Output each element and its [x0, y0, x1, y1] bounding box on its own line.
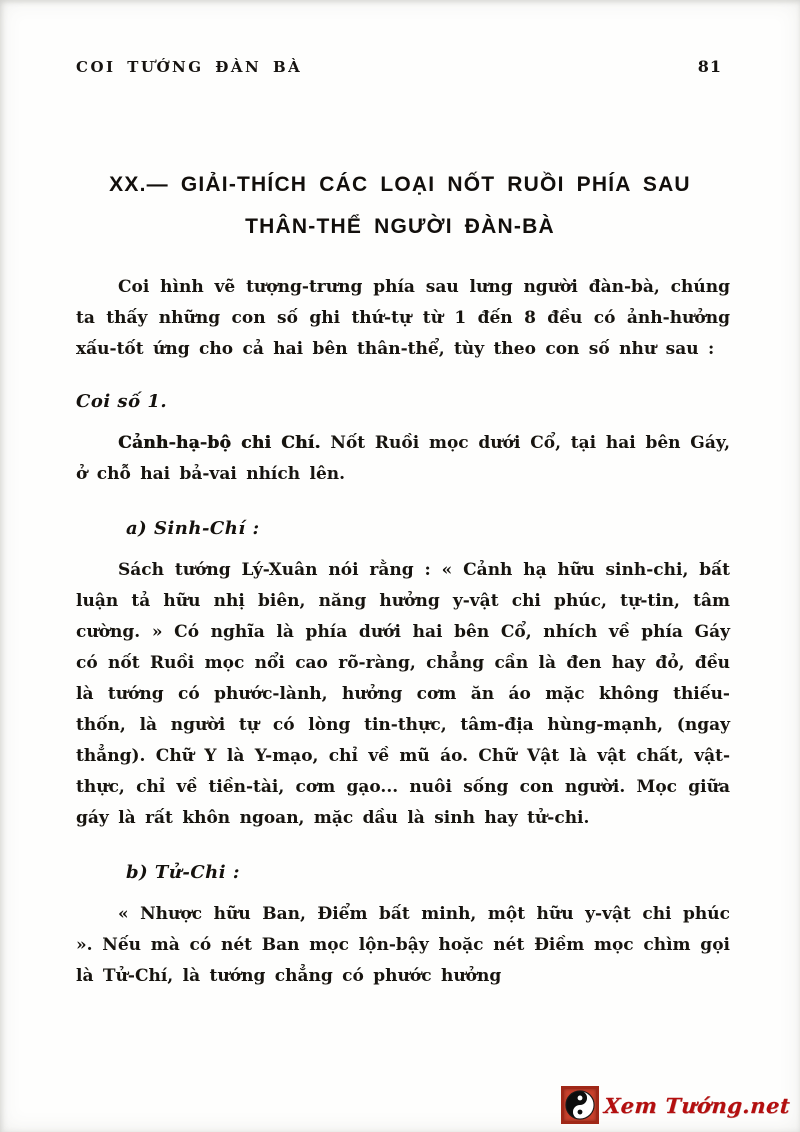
- subheading-tu-chi: b) Tử-Chi :: [126, 862, 240, 883]
- page-header: [0, 0, 800, 76]
- running-title: COI TƯỚNG ĐÀN BÀ: [76, 58, 303, 76]
- chapter-title-line2: THÂN-THỂ NGƯỜI ĐÀN-BÀ: [245, 215, 555, 238]
- chapter-title: [0, 164, 800, 248]
- xemtuong-watermark: [561, 1086, 790, 1124]
- tu-chi-paragraph: « Nhược hữu Ban, Điểm bất minh, một hữu y-vật chi phúc ». Nếu mà có nét Ban mọc lộn-bậy hoặc nét Điềm mọc chìm gọi là Tử-Chí, là tướng chẳng có phước hưởng: [76, 904, 730, 986]
- section1-paragraph: [76, 428, 730, 490]
- yin-yang-icon: [561, 1086, 599, 1124]
- sinh-chi-paragraph: Sách tướng Lý-Xuân nói rằng : « Cảnh hạ hữu sinh-chi, bất luận tả hữu nhị biên, năng hưởng y-vật chi phúc, tự-tin, tâm cường. » Có nghĩa là phía dưới hai bên Cổ, nhích về phía Gáy có nốt Ruồi mọc nổi cao rõ-ràng, chẳng cần là đen hay đỏ, đều là tướng có phước-lành, hưởng cơm ăn áo mặc không thiếu-thốn, là người tự có lòng tin-thực, tâm-địa hùng-mạnh, (ngay thẳng). Chữ Y là Y-mạo, chỉ về mũ áo. Chữ Vật là vật chất, vật-thực, chỉ về tiền-tài, cơm gạo... nuôi sống con người. Mọc giữa gáy là rất khôn ngoan, mặc dầu là sinh hay tử-chi.: [76, 560, 730, 828]
- subheading-sinh-chi: a) Sinh-Chí :: [126, 518, 260, 539]
- section1-lead-term: Cảnh-hạ-bộ chi Chí.: [118, 433, 321, 453]
- section1-lead-text: Nốt Ruồi mọc dưới Cổ, tại hai bên Gáy, ở chỗ hai bả-vai nhích lên.: [76, 433, 731, 484]
- chapter-title-line1: XX.— GIẢI-THÍCH CÁC LOẠI NỐT RUỒI PHÍA SAU: [109, 173, 691, 196]
- page-number: 81: [697, 57, 722, 76]
- watermark-site-name: Xem Tướng.net: [602, 1092, 791, 1118]
- intro-paragraph: Coi hình vẽ tượng-trưng phía sau lưng người đàn-bà, chúng ta thấy những con số ghi thứ-tự từ 1 đến 8 đều có ảnh-hưởng xấu-tốt ứng cho cả hai bên thân-thể, tùy theo con số như sau :: [76, 277, 730, 359]
- page-body: [0, 272, 800, 992]
- section-heading-coi-so-1: Coi số 1.: [76, 391, 168, 412]
